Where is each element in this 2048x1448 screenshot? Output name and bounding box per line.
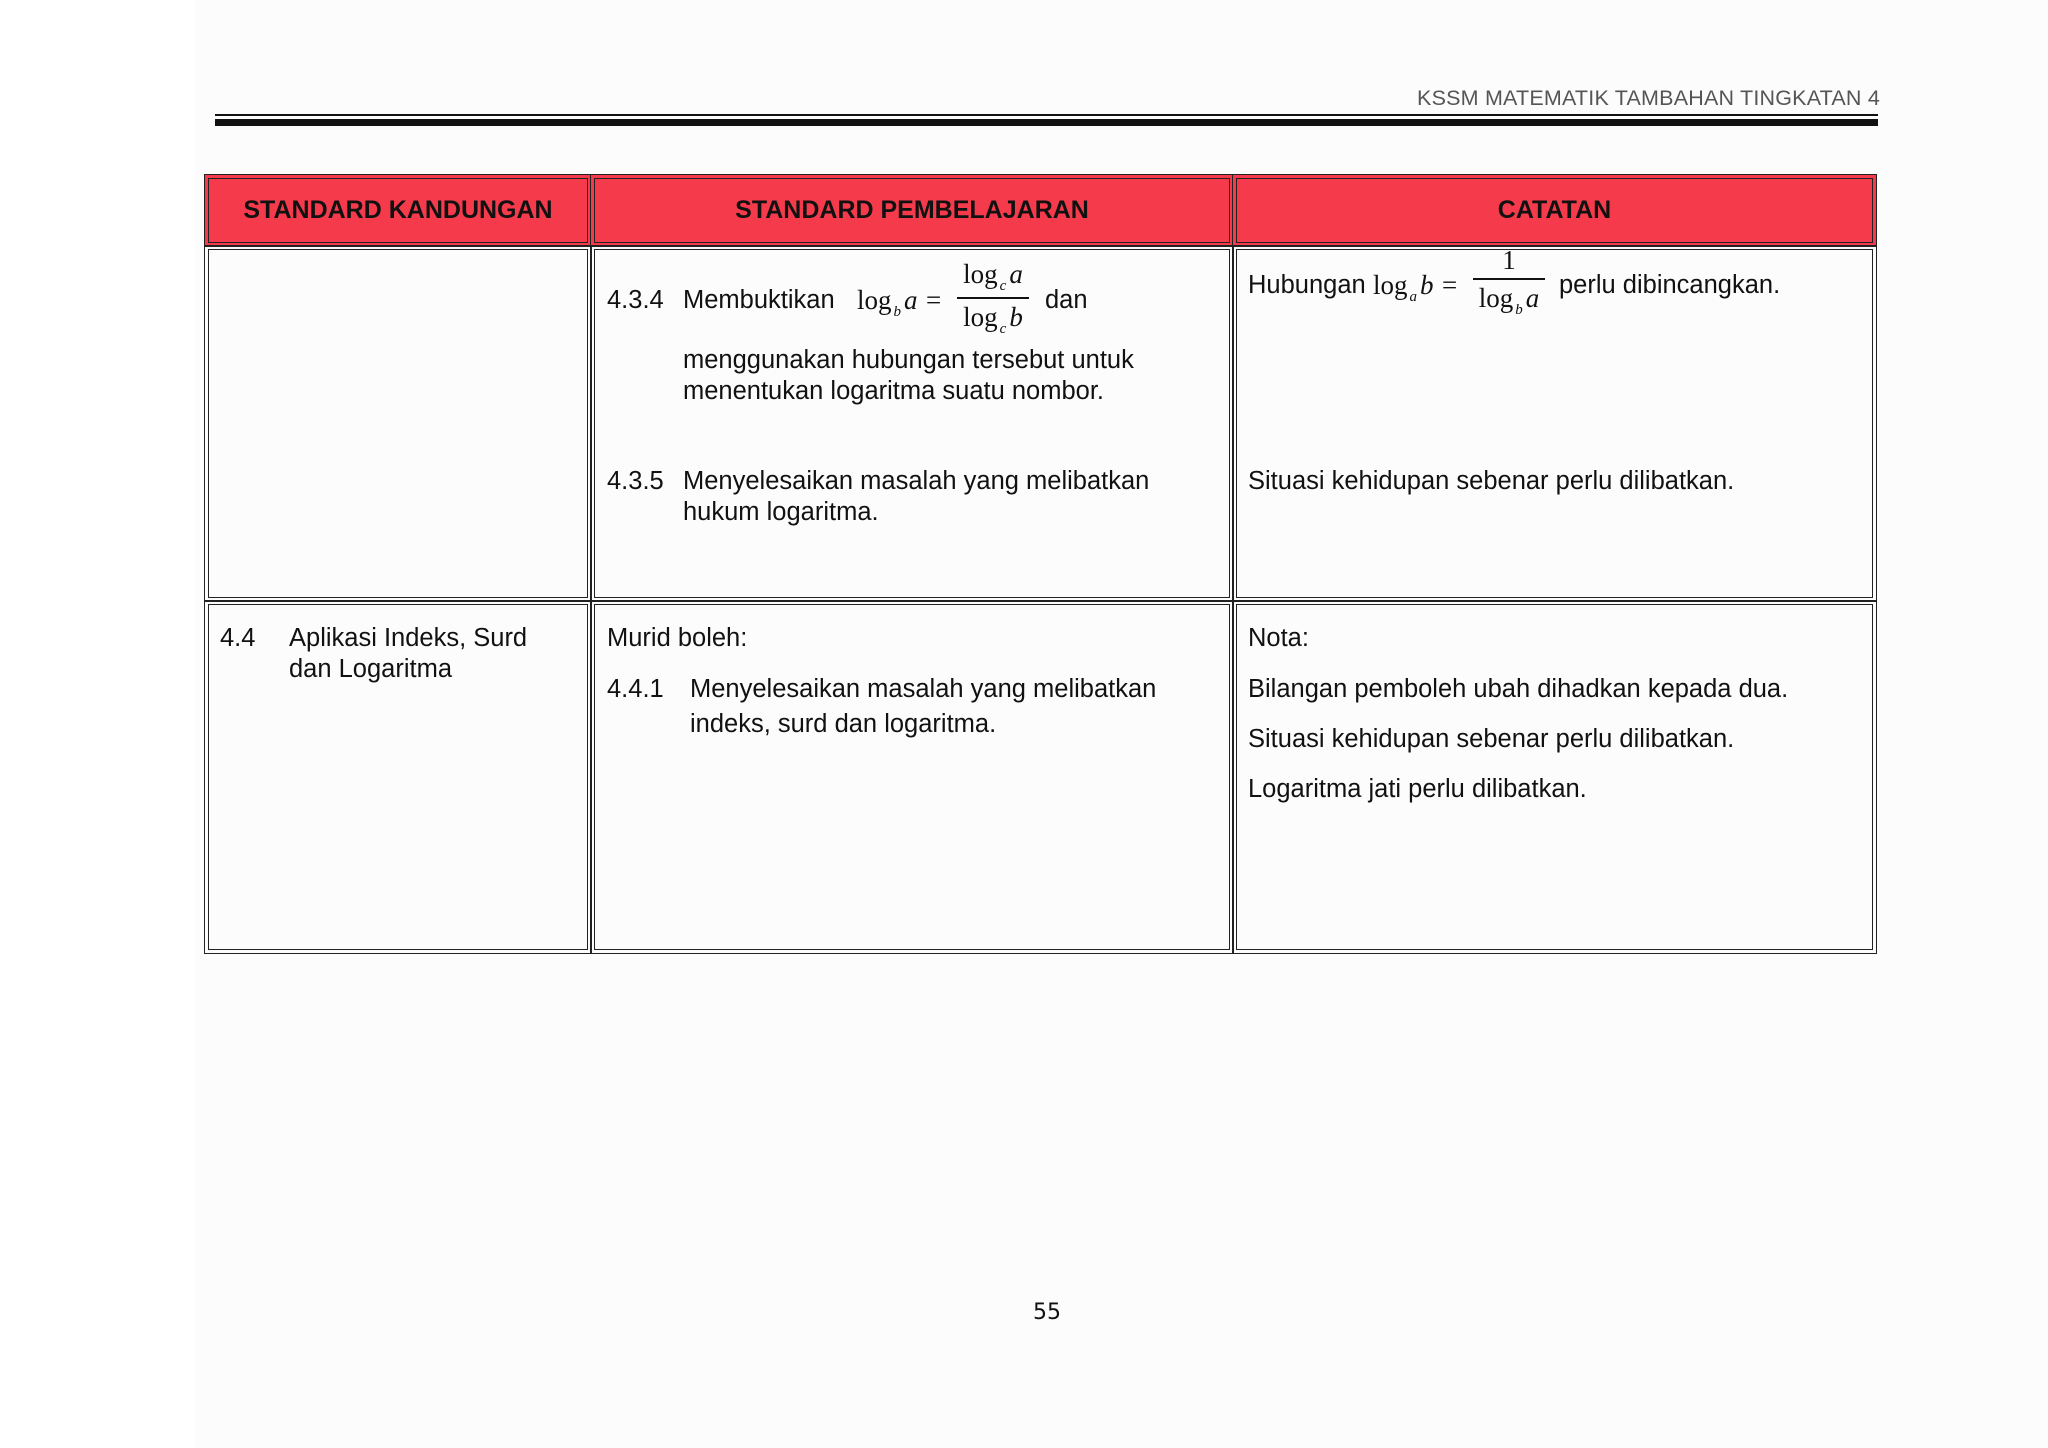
- note-label: Nota:: [1248, 624, 1309, 652]
- content-number: 4.4: [220, 624, 256, 652]
- item-435-line2: hukum logaritma.: [683, 498, 879, 526]
- item-441-line1: Menyelesaikan masalah yang melibatkan: [690, 675, 1157, 703]
- log-argument: a =: [904, 285, 943, 315]
- log-text: log: [963, 259, 998, 289]
- log-argument: b =: [1420, 270, 1459, 300]
- row2-content-cell: [204, 600, 592, 954]
- item-434-dan: dan: [1045, 286, 1088, 314]
- note-tail: perlu dibincangkan.: [1559, 271, 1781, 299]
- note-item: Bilangan pemboleh ubah dihadkan kepada dua.: [1248, 675, 1789, 703]
- log-text: log: [1478, 282, 1514, 313]
- running-header: KSSM MATEMATIK TAMBAHAN TINGKATAN 4: [1417, 86, 1880, 110]
- page-number: 55: [1033, 1300, 1061, 1325]
- log-text: log: [963, 301, 998, 332]
- header-standard-kandungan: [204, 174, 592, 247]
- item-435-number: 4.3.5: [607, 467, 664, 495]
- learning-intro: Murid boleh:: [607, 624, 748, 652]
- header-label: STANDARD KANDUNGAN: [243, 196, 553, 224]
- row1-notes-cell: [1232, 245, 1877, 602]
- log-text: log: [1373, 270, 1408, 300]
- log-argument: a: [1525, 282, 1540, 313]
- item-434-formula-lhs: [857, 285, 943, 321]
- log-text: log: [857, 285, 892, 315]
- item-434-number: 4.3.4: [607, 286, 664, 314]
- fraction-denominator: [957, 302, 1029, 337]
- item-434-verb: Membuktikan: [683, 286, 835, 314]
- note-item: Logaritma jati perlu dilibatkan.: [1248, 775, 1587, 803]
- row2-notes-cell: [1232, 600, 1877, 954]
- note-situasi: Situasi kehidupan sebenar perlu dilibatkan.: [1248, 467, 1735, 495]
- item-434-line2: menggunakan hubungan tersebut untuk: [683, 346, 1134, 374]
- note-fraction: [1473, 245, 1545, 318]
- header-label: STANDARD PEMBELAJARAN: [735, 196, 1089, 224]
- item-441-number: 4.4.1: [607, 675, 664, 703]
- header-rule-thin: [215, 114, 1878, 116]
- fraction-numerator: [957, 259, 1029, 294]
- content-line1: Aplikasi Indeks, Surd: [289, 624, 528, 652]
- fraction-bar: [957, 297, 1029, 299]
- item-434-fraction: [957, 259, 1029, 337]
- header-label: CATATAN: [1497, 196, 1612, 224]
- curriculum-table: [204, 174, 1877, 954]
- item-434-line3: menentukan logaritma suatu nombor.: [683, 377, 1104, 405]
- header-rule-thick: [215, 119, 1878, 126]
- row1-content-cell: [204, 245, 592, 602]
- note-formula-lhs: [1373, 270, 1459, 306]
- content-line2: dan Logaritma: [289, 655, 453, 683]
- item-441-line2: indeks, surd dan logaritma.: [690, 710, 997, 738]
- log-base: c: [999, 320, 1007, 337]
- row2-learning-cell: [590, 600, 1234, 954]
- header-standard-pembelajaran: [590, 174, 1234, 247]
- log-argument: a: [1009, 259, 1023, 289]
- log-base: b: [1515, 301, 1523, 318]
- note-hubungan: Hubungan: [1248, 271, 1366, 299]
- log-base: a: [1409, 289, 1418, 305]
- log-base: b: [893, 304, 902, 320]
- item-435-line1: Menyelesaikan masalah yang melibatkan: [683, 467, 1150, 495]
- header-catatan: [1232, 174, 1877, 247]
- fraction-denominator: [1473, 283, 1545, 318]
- log-argument: b: [1009, 301, 1023, 332]
- fraction-numerator: 1: [1502, 245, 1516, 275]
- log-base: c: [999, 278, 1007, 294]
- row1-learning-cell: [590, 245, 1234, 602]
- note-item: Situasi kehidupan sebenar perlu dilibatkan.: [1248, 725, 1735, 753]
- fraction-bar: [1473, 278, 1545, 280]
